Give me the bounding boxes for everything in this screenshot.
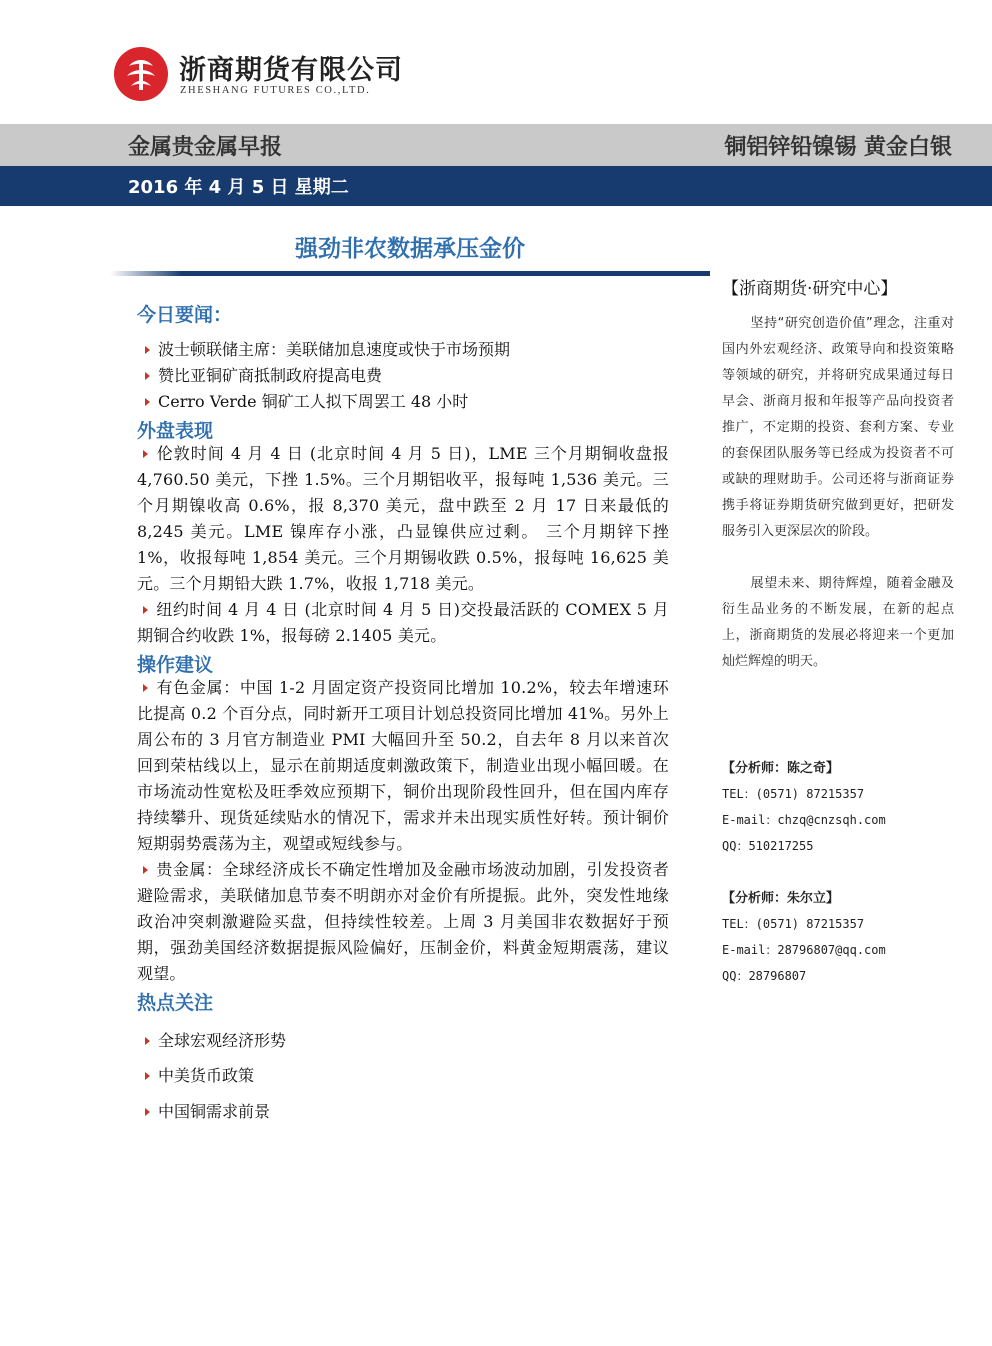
bullet-arrow-icon <box>143 606 148 614</box>
sidebar-outlook: 展望未来、期待辉煌，随着金融及衍生品业务的不断发展，在新的起点上，浙商期货的发展必将迎来一个更加灿烂辉煌的明天。 <box>722 576 954 669</box>
analyst-email[interactable]: E-mail：chzq@cnzsqh.com <box>722 813 886 827</box>
bullet-arrow-icon <box>143 866 148 874</box>
report-title: 强劲非农数据承压金价 <box>295 236 525 262</box>
analyst-name: 【分析师：陈之奇】 <box>722 761 840 776</box>
analyst-qq: QQ：510217255 <box>722 839 814 853</box>
report-date: 2016 年 4 月 5 日 星期二 <box>128 177 349 198</box>
overseas-paragraph: 伦敦时间 4 月 4 日 (北京时间 4 月 5 日)，LME 三个月期铜收盘报 4,760.50 美元，下挫 1.5%。三个月期铝收平，报每吨 1,536 美元。三个月期镍收高 0.6%，报 8,370 美元，盘中跌至 2 月 17 日来最低的 8,245 美元。LME 镍库存小涨，凸显镍供应过剩。 三个月期锌下挫 1%，收报每吨 1,854 美元。三个月期锡收跌 0.5%，报每吨 16,625 美元。三个月期铅大跌 1.7%，收报 1,718 美元。 <box>137 444 669 593</box>
analyst-qq: QQ：28796807 <box>722 969 807 983</box>
advice-paragraph: 贵金属：全球经济成长不确定性增加及金融市场波动加剧，引发投资者避险需求，美联储加息节奏不明朗亦对金价有所提振。此外，突发性地缘政治冲突刺激避险买盘，但持续性较差。上周 3 月美国非农数据好于预期，强劲美国经济数据提振风险偏好，压制金价，料黄金短期震荡，建议观望。 <box>137 860 669 983</box>
bullet-arrow-icon <box>145 1072 150 1080</box>
analyst-name: 【分析师：朱尔立】 <box>722 891 840 906</box>
news-item: 赞比亚铜矿商抵制政府提高电费 <box>137 363 382 389</box>
report-type-band <box>0 124 992 166</box>
bullet-arrow-icon <box>145 1037 150 1045</box>
hot-topic-item: 中国铜需求前景 <box>137 1099 270 1122</box>
hot-topics-heading: 热点关注 <box>137 992 214 1014</box>
company-name-en: ZHESHANG FUTURES CO.,LTD. <box>180 85 371 96</box>
metals-list: 铜铝锌铅镍锡 黄金白银 <box>724 135 952 160</box>
bullet-arrow-icon <box>145 398 150 406</box>
bullet-arrow-icon <box>143 450 148 458</box>
news-item: Cerro Verde 铜矿工人拟下周罢工 48 小时 <box>137 389 468 415</box>
news-item: 波士顿联储主席：美联储加息速度或快于市场预期 <box>137 337 510 363</box>
company-logo <box>113 42 403 106</box>
news-heading: 今日要闻： <box>137 304 233 326</box>
report-type: 金属贵金属早报 <box>128 135 283 160</box>
date-band <box>0 166 992 206</box>
advice-paragraph: 有色金属：中国 1-2 月固定资产投资同比增加 10.2%，较去年增速环比提高 0.2 个百分点，同时新开工项目计划总投资同比增加 41%。另外上周公布的 3 月官方制造业 PMI 大幅回升至 50.2，自去年 8 月以来首次回到荣枯线以上，显示在前期适度刺激政策下，制造业出现小幅回暖。在市场流动性宽松及旺季效应预期下，铜价出现阶段性回升，但在国内库存持续攀升、现货延续贴水的情况下，需求并未出现实质性好转。预计铜价短期弱势震荡为主，观望或短线参与。 <box>137 678 669 853</box>
analyst-email[interactable]: E-mail：28796807@qq.com <box>722 943 886 957</box>
hot-topic-item: 中美货币政策 <box>137 1063 254 1086</box>
analyst-tel: TEL：(0571) 87215357 <box>722 917 865 931</box>
bullet-arrow-icon <box>145 346 150 354</box>
sidebar-intro: 坚持“研究创造价值”理念，注重对国内外宏观经济、政策导向和投资策略等领域的研究，并将研究成果通过每日早会、浙商月报和年报等产品向投资者推广，不定期的投资、套利方案、专业的套保团队服务等已经成为投资者不可或缺的理财助手。公司还将与浙商证券携手将证券期货研究做到更好，把研发服务引入更深层次的阶段。 <box>722 316 954 539</box>
advice-heading: 操作建议 <box>137 654 214 676</box>
overseas-heading: 外盘表现 <box>137 420 214 442</box>
company-name-cn: 浙商期货有限公司 <box>179 55 403 86</box>
bullet-arrow-icon <box>143 684 148 692</box>
sidebar-title: 【浙商期货·研究中心】 <box>722 279 898 299</box>
bullet-arrow-icon <box>145 1108 150 1116</box>
overseas-paragraph: 纽约时间 4 月 4 日 (北京时间 4 月 5 日)交投最活跃的 COMEX 5 月期铜合约收跌 1%，报每磅 2.1405 美元。 <box>137 600 669 645</box>
company-logo-icon <box>113 46 169 102</box>
title-divider <box>110 271 710 276</box>
bullet-arrow-icon <box>145 372 150 380</box>
analyst-tel: TEL：(0571) 87215357 <box>722 787 865 801</box>
hot-topic-item: 全球宏观经济形势 <box>137 1028 286 1051</box>
